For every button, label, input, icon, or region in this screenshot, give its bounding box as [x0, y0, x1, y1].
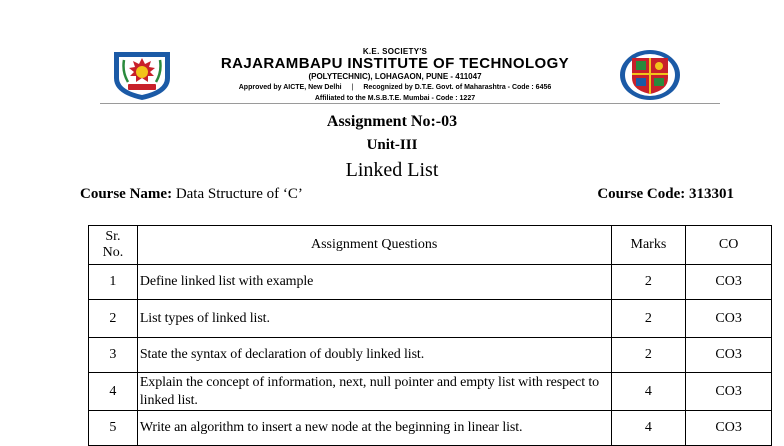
- row-sr: 3: [89, 338, 138, 373]
- header-questions: Assignment Questions: [137, 226, 611, 265]
- table-row: [89, 373, 772, 411]
- row-question: Explain the concept of information, next, null pointer and empty list with respect to linked list.: [137, 373, 611, 411]
- row-question: State the syntax of declaration of doubly linked list.: [137, 338, 611, 373]
- header-marks: Marks: [611, 226, 686, 265]
- row-co: CO3: [686, 338, 772, 373]
- course-code: [597, 186, 734, 203]
- row-co: CO3: [686, 265, 772, 300]
- course-code-value: 313301: [689, 186, 734, 202]
- course-name-label: Course Name:: [80, 186, 173, 202]
- approval-line: [180, 82, 610, 94]
- table-row: [89, 265, 772, 300]
- institute-name: RAJARAMBAPU INSTITUTE OF TECHNOLOGY: [220, 55, 570, 72]
- row-marks: 2: [611, 265, 686, 300]
- course-code-label: Course Code:: [597, 186, 686, 202]
- letterhead: [100, 44, 720, 106]
- row-sr: 5: [89, 411, 138, 446]
- row-sr: 1: [89, 265, 138, 300]
- assignment-table: [88, 225, 772, 446]
- row-co: CO3: [686, 373, 772, 411]
- table-header-row: [89, 226, 772, 265]
- header-sr-line1: Sr.: [105, 229, 121, 244]
- letterhead-divider: [100, 103, 720, 104]
- topic-title: Linked List: [345, 159, 439, 181]
- approval-dte: Recognized by D.T.E. Govt. of Maharashtra - Code : 6456: [363, 84, 552, 91]
- unit-label: Unit-III: [366, 137, 418, 153]
- row-marks: 4: [611, 411, 686, 446]
- course-name-value: Data Structure of ‘C’: [175, 186, 303, 202]
- row-marks: 2: [611, 338, 686, 373]
- affiliation-line: Affiliated to the M.S.B.T.E. Mumbai - Code : 1227: [314, 95, 476, 102]
- row-sr: 2: [89, 300, 138, 338]
- assignment-number: Assignment No:-03: [326, 113, 458, 130]
- header-sr-no: [89, 226, 138, 265]
- row-question: Define linked list with example: [137, 265, 611, 300]
- course-info-row: [80, 186, 734, 203]
- approval-separator: |: [351, 84, 354, 91]
- header-sr-line2: No.: [102, 245, 124, 260]
- course-name: [80, 186, 303, 202]
- row-co: CO3: [686, 411, 772, 446]
- header-co: CO: [686, 226, 772, 265]
- row-question: Write an algorithm to insert a new node at the beginning in linear list.: [137, 411, 611, 446]
- institute-logo-right: [618, 48, 682, 102]
- row-sr: 4: [89, 373, 138, 411]
- row-co: CO3: [686, 300, 772, 338]
- society-name: K.E. SOCIETY'S: [362, 47, 428, 56]
- table-row: [89, 411, 772, 446]
- row-question: List types of linked list.: [137, 300, 611, 338]
- institute-subtitle: (POLYTECHNIC), LOHAGAON, PUNE - 411047: [308, 72, 482, 81]
- row-marks: 2: [611, 300, 686, 338]
- institute-logo-left: [110, 48, 174, 102]
- table-row: [89, 338, 772, 373]
- row-marks: 4: [611, 373, 686, 411]
- table-row: [89, 300, 772, 338]
- approval-aicte: Approved by AICTE, New Delhi: [238, 84, 342, 91]
